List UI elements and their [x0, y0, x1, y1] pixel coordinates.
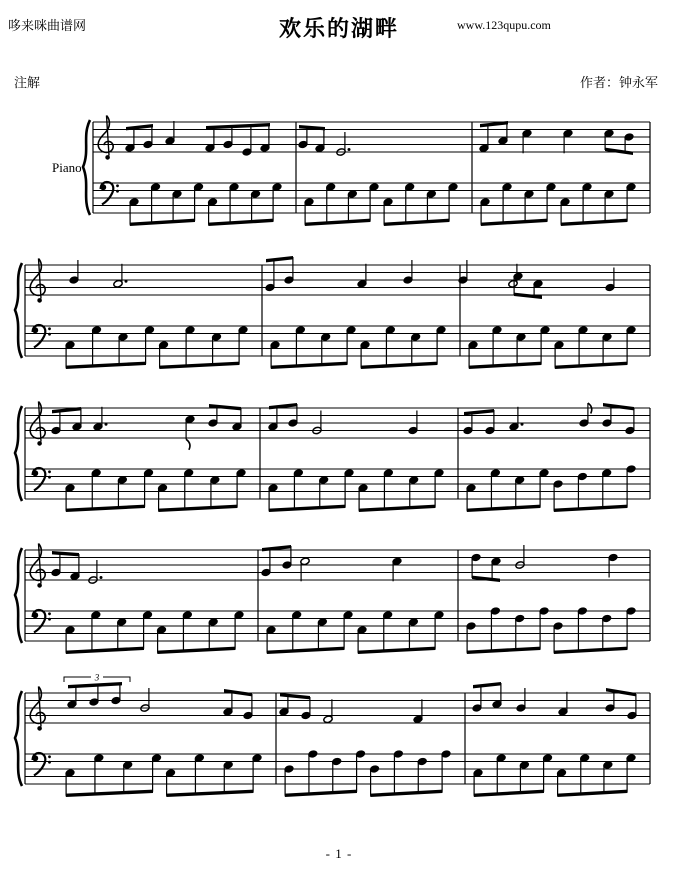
beam	[66, 362, 146, 369]
beam	[52, 551, 79, 556]
beam	[159, 362, 239, 369]
beam	[605, 148, 633, 155]
note	[51, 410, 61, 434]
note	[448, 183, 458, 221]
bass-clef-icon	[32, 468, 51, 491]
note	[266, 626, 276, 653]
note	[413, 699, 423, 723]
note	[295, 326, 305, 367]
beam	[361, 362, 438, 369]
note	[625, 408, 635, 435]
note	[472, 685, 482, 712]
note	[332, 757, 342, 793]
note	[238, 326, 248, 364]
beam	[209, 404, 241, 410]
note	[272, 183, 282, 221]
note	[355, 750, 365, 792]
note	[553, 622, 563, 653]
beam	[206, 123, 270, 129]
note	[563, 129, 573, 153]
instrument-label: Piano	[52, 160, 82, 175]
note	[205, 127, 215, 153]
note	[165, 769, 175, 796]
note	[605, 690, 615, 712]
note	[284, 257, 294, 284]
note	[626, 465, 636, 507]
note	[184, 469, 194, 510]
note	[65, 626, 75, 653]
note	[496, 754, 506, 795]
brace	[15, 406, 22, 501]
beam	[305, 219, 371, 226]
note	[65, 341, 75, 368]
beam	[158, 505, 237, 512]
note	[490, 607, 500, 652]
note	[344, 469, 354, 507]
note	[93, 407, 108, 431]
note	[236, 469, 246, 507]
brace	[15, 263, 22, 358]
note	[65, 769, 75, 796]
note	[265, 259, 275, 292]
note	[89, 684, 99, 706]
note	[165, 121, 175, 145]
note	[471, 553, 481, 578]
note	[602, 614, 612, 650]
note	[513, 272, 523, 295]
flag	[186, 439, 190, 450]
note	[577, 472, 587, 509]
note	[182, 611, 192, 652]
note	[94, 754, 104, 795]
note	[492, 326, 502, 367]
beam	[606, 688, 636, 696]
note	[553, 480, 563, 511]
note	[485, 410, 495, 435]
note	[143, 469, 153, 507]
note	[480, 198, 490, 225]
beam	[66, 505, 145, 512]
grand-staff-system-2	[15, 256, 650, 369]
note	[185, 326, 195, 367]
beam	[285, 790, 357, 797]
grand-staff-system-5	[15, 673, 650, 798]
note	[157, 484, 167, 511]
beam	[208, 219, 273, 226]
site-name: 哆来咪曲谱网	[8, 18, 87, 33]
bass-clef-icon	[32, 753, 51, 776]
note	[369, 765, 379, 796]
beam	[358, 647, 436, 654]
annotation-label: 注解	[14, 75, 41, 90]
note	[125, 127, 135, 152]
beam	[384, 219, 450, 226]
grand-staff-system-3	[15, 402, 650, 513]
beam	[473, 682, 501, 688]
beam	[266, 256, 293, 262]
note	[357, 626, 367, 653]
beam	[554, 647, 628, 654]
beam	[224, 689, 252, 696]
beam	[269, 505, 346, 512]
note	[65, 484, 75, 511]
note	[292, 611, 302, 652]
note	[268, 406, 278, 431]
note	[434, 469, 444, 507]
note	[234, 611, 244, 649]
note	[194, 754, 204, 795]
note	[602, 469, 612, 508]
note	[626, 754, 636, 792]
note	[405, 183, 415, 224]
beam	[370, 790, 442, 797]
note	[308, 750, 318, 795]
note	[624, 133, 634, 153]
note	[626, 607, 636, 649]
note	[151, 754, 161, 792]
note	[441, 750, 451, 792]
beam	[554, 505, 628, 512]
note	[279, 695, 289, 716]
note	[252, 754, 262, 792]
beam	[267, 647, 345, 654]
beam	[66, 647, 144, 654]
note	[466, 622, 476, 653]
note	[91, 469, 101, 510]
note	[229, 183, 239, 224]
note	[468, 341, 478, 368]
note	[479, 124, 489, 152]
note	[261, 548, 271, 576]
note	[223, 691, 233, 716]
note	[144, 326, 154, 364]
note	[185, 415, 195, 450]
brace	[83, 120, 90, 215]
note	[604, 129, 614, 150]
note	[498, 122, 508, 145]
beam	[603, 403, 634, 410]
beam	[557, 790, 627, 797]
note	[207, 198, 217, 225]
note	[383, 198, 393, 225]
beam	[555, 362, 628, 369]
note	[492, 683, 502, 708]
note	[343, 611, 353, 649]
beam	[472, 576, 500, 582]
note	[300, 557, 310, 581]
triplet-number: 3	[94, 672, 100, 683]
note	[509, 407, 524, 431]
beam	[464, 409, 494, 415]
brace	[15, 548, 22, 643]
note	[369, 183, 379, 221]
note	[473, 769, 483, 796]
note	[232, 408, 242, 431]
note	[67, 686, 77, 709]
note	[522, 129, 532, 153]
beam	[359, 505, 436, 512]
note	[626, 183, 636, 221]
beam	[467, 647, 541, 654]
note	[515, 614, 525, 650]
note	[393, 750, 403, 795]
note	[502, 183, 512, 224]
note	[357, 264, 367, 288]
note	[558, 692, 568, 716]
note	[580, 754, 590, 795]
note	[91, 326, 101, 367]
note	[539, 607, 549, 649]
note	[383, 469, 393, 510]
note	[385, 326, 395, 367]
note	[150, 183, 160, 224]
note	[392, 557, 402, 581]
note	[539, 469, 549, 507]
beam	[481, 219, 548, 226]
note	[542, 754, 552, 792]
bass-clef-icon	[100, 182, 119, 205]
beam	[467, 505, 541, 512]
author-label: 作者：钟永军	[579, 75, 658, 90]
grand-staff-system-1	[83, 116, 650, 227]
beam	[271, 362, 348, 369]
note	[546, 183, 556, 221]
note	[556, 769, 566, 796]
site-url: www.123qupu.com	[457, 18, 551, 32]
note	[270, 341, 280, 368]
note	[358, 484, 368, 511]
brace	[15, 691, 22, 786]
note	[560, 198, 570, 225]
beam	[166, 790, 253, 797]
beam	[66, 790, 153, 797]
note	[304, 198, 314, 225]
note	[158, 341, 168, 368]
note	[554, 341, 564, 368]
note	[436, 326, 446, 364]
grand-staff-system-4	[15, 544, 650, 655]
note	[466, 484, 476, 511]
note	[142, 611, 152, 649]
beam	[280, 693, 310, 699]
note	[193, 183, 203, 221]
note	[208, 406, 218, 427]
note	[346, 326, 356, 364]
bass-clef-icon	[32, 610, 51, 633]
note	[490, 469, 500, 510]
note	[284, 765, 294, 796]
note	[417, 757, 427, 793]
note	[383, 611, 393, 652]
note	[156, 626, 166, 653]
note	[582, 183, 592, 224]
beam	[469, 362, 542, 369]
note	[491, 557, 501, 580]
note	[360, 341, 370, 368]
page-number: - 1 -	[325, 846, 353, 861]
note	[111, 683, 121, 705]
beam	[561, 219, 628, 226]
note	[578, 326, 588, 367]
note	[323, 699, 333, 723]
beam	[514, 293, 542, 299]
page-title: 欢乐的湖畔	[278, 16, 399, 41]
note	[91, 611, 101, 652]
note	[326, 183, 336, 224]
note	[113, 264, 128, 288]
note	[243, 694, 253, 720]
note	[260, 124, 270, 152]
note	[72, 408, 82, 431]
note	[540, 326, 550, 364]
note	[129, 198, 139, 225]
note	[626, 326, 636, 364]
beam	[474, 790, 544, 797]
beam	[157, 647, 235, 654]
note	[577, 607, 587, 652]
note	[627, 694, 637, 720]
note	[315, 128, 325, 153]
note	[268, 484, 278, 511]
beam	[130, 219, 195, 226]
bass-clef-icon	[32, 325, 51, 348]
note	[293, 469, 303, 510]
note	[508, 264, 518, 288]
note	[434, 611, 444, 649]
